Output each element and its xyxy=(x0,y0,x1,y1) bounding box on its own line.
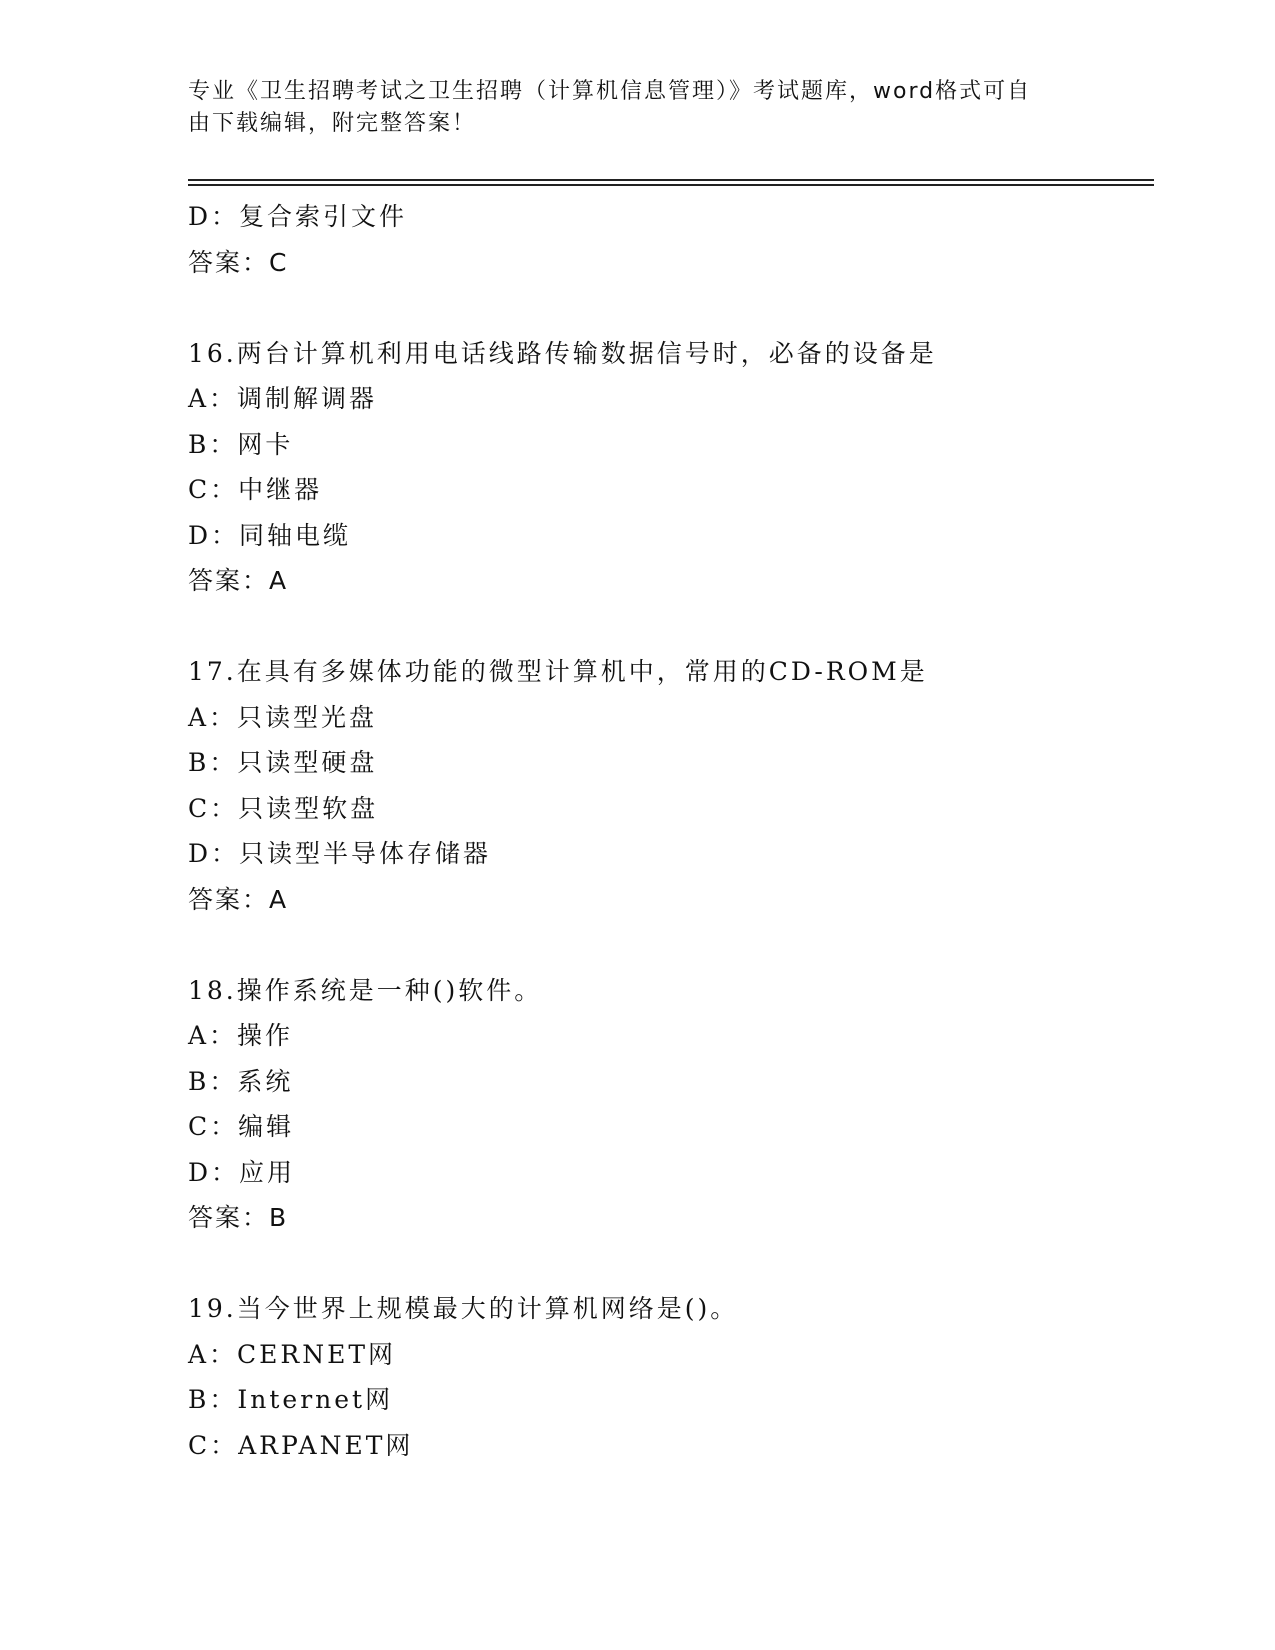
answer: 答案：A xyxy=(188,884,289,914)
spacer xyxy=(188,285,1148,331)
question-17 xyxy=(188,649,1148,922)
previous-answer: 答案：C xyxy=(188,247,289,277)
answer: 答案：A xyxy=(188,566,289,595)
option-b: B：Internet网 xyxy=(188,1385,394,1414)
spacer xyxy=(188,604,1148,650)
option-b: B：网卡 xyxy=(188,429,294,459)
option-a: A：只读型光盘 xyxy=(188,702,378,732)
previous-option-d: D：复合索引文件 xyxy=(188,202,408,231)
question-16 xyxy=(188,331,1148,604)
question-stem: 17.在具有多媒体功能的微型计算机中，常用的CD-ROM是 xyxy=(188,657,928,686)
option-a: A：CERNET网 xyxy=(188,1339,397,1369)
header-line-2: 由下载编辑，附完整答案！ xyxy=(188,111,477,136)
option-c: C：编辑 xyxy=(188,1112,295,1141)
spacer xyxy=(188,922,1148,968)
option-d: D：只读型半导体存储器 xyxy=(188,839,492,868)
option-a: A：调制解调器 xyxy=(188,384,378,413)
option-a: A：操作 xyxy=(188,1021,294,1050)
option-d: D：同轴电缆 xyxy=(188,520,352,550)
document-header xyxy=(188,76,1088,140)
question-list xyxy=(188,194,1148,1468)
option-d: D：应用 xyxy=(188,1157,296,1187)
option-c: C：中继器 xyxy=(188,475,323,504)
spacer xyxy=(188,1241,1148,1287)
option-b: B：系统 xyxy=(188,1066,294,1096)
header-line-1: 专业《卫生招聘考试之卫生招聘（计算机信息管理）》考试题库，word格式可自 xyxy=(188,79,1032,104)
question-18 xyxy=(188,968,1148,1241)
option-b: B：只读型硬盘 xyxy=(188,748,378,777)
header-rule-top xyxy=(188,179,1154,181)
question-stem: 16.两台计算机利用电话线路传输数据信号时，必备的设备是 xyxy=(188,338,937,368)
question-stem: 18.操作系统是一种()软件。 xyxy=(188,975,543,1005)
option-c: C：ARPANET网 xyxy=(188,1430,414,1460)
header-rule-bottom xyxy=(188,184,1154,186)
answer: 答案：B xyxy=(188,1203,289,1232)
option-c: C：只读型软盘 xyxy=(188,793,379,823)
question-stem: 19.当今世界上规模最大的计算机网络是()。 xyxy=(188,1294,739,1323)
question-19 xyxy=(188,1286,1148,1468)
